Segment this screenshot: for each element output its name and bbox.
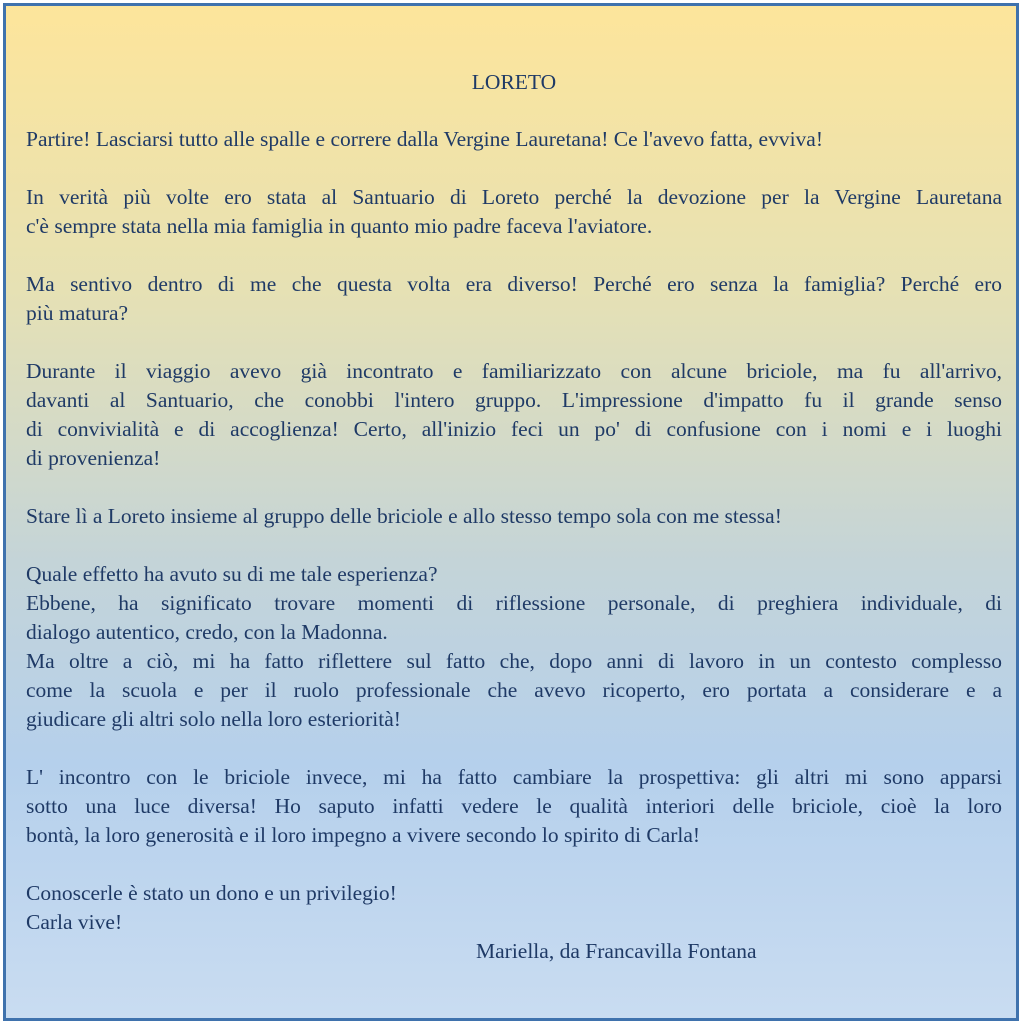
text-line: di provenienza! <box>26 446 161 470</box>
letter-body <box>26 68 1002 966</box>
paragraph <box>26 183 1002 241</box>
paragraph <box>26 879 1002 937</box>
text-line: Stare lì a Loreto insieme al gruppo delle briciole e allo stesso tempo sola con me stessa! <box>26 504 782 528</box>
page-title: LORETO <box>471 70 557 94</box>
text-line: L' incontro con le briciole invece, mi ha fatto cambiare la prospettiva: gli altri mi sono apparsi <box>26 765 1002 789</box>
text-line: Carla vive! <box>26 910 123 934</box>
text-line: dialogo autentico, credo, con la Madonna. <box>26 620 388 644</box>
text-line: Ma sentivo dentro di me che questa volta era diverso! Perché ero senza la famiglia? Perché ero <box>26 272 1002 296</box>
text-line: sotto una luce diversa! Ho saputo infatti vedere le qualità interiori delle briciole, cioè la loro <box>26 794 1002 818</box>
text-line: Durante il viaggio avevo già incontrato e familiarizzato con alcune briciole, ma fu all'arrivo, <box>26 359 1002 383</box>
text-line: di convivialità e di accoglienza! Certo, all'inizio feci un po' di confusione con i nomi e i luoghi <box>26 417 1002 441</box>
text-line: bontà, la loro generosità e il loro impegno a vivere secondo lo spirito di Carla! <box>26 823 701 847</box>
text-line: davanti al Santuario, che conobbi l'intero gruppo. L'impressione d'impatto fu il grande senso <box>26 388 1002 412</box>
text-line: come la scuola e per il ruolo professionale che avevo ricoperto, ero portata a considerare e a <box>26 678 1002 702</box>
text-line: Quale effetto ha avuto su di me tale esperienza? <box>26 562 438 586</box>
text-line: c'è sempre stata nella mia famiglia in quanto mio padre faceva l'aviatore. <box>26 214 653 238</box>
paragraph <box>26 125 1002 154</box>
text-line: In verità più volte ero stata al Santuario di Loreto perché la devozione per la Vergine Lauretana <box>26 185 1002 209</box>
signature: Mariella, da Francavilla Fontana <box>476 939 757 963</box>
text-line: Ebbene, ha significato trovare momenti di riflessione personale, di preghiera individuale, di <box>26 591 1002 615</box>
paragraph <box>26 270 1002 328</box>
text-line: giudicare gli altri solo nella loro esteriorità! <box>26 707 401 731</box>
text-line: Partire! Lasciarsi tutto alle spalle e correre dalla Vergine Lauretana! Ce l'avevo fatta, evviva! <box>26 127 824 151</box>
paragraph <box>26 357 1002 473</box>
paragraph <box>26 763 1002 850</box>
paragraph <box>26 502 1002 531</box>
text-line: Conoscerle è stato un dono e un privilegio! <box>26 881 397 905</box>
text-line: più matura? <box>26 301 129 325</box>
page-frame <box>3 3 1019 1021</box>
paragraph <box>26 560 1002 734</box>
text-line: Ma oltre a ciò, mi ha fatto riflettere sul fatto che, dopo anni di lavoro in un contesto complesso <box>26 649 1002 673</box>
